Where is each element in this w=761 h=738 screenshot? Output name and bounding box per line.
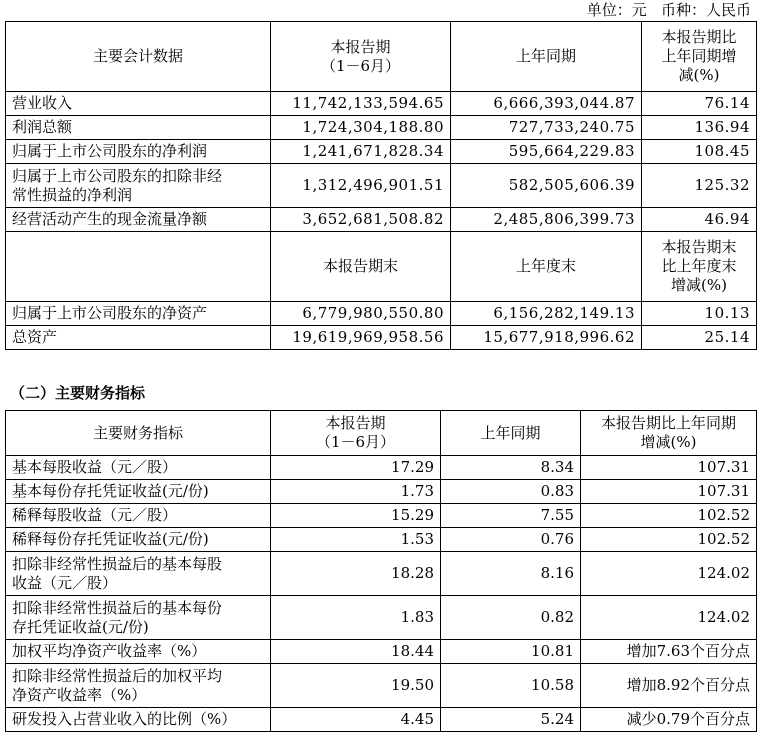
unit-currency-note: 单位：元 币种：人民币: [586, 1, 751, 19]
row-change: 46.94: [642, 208, 757, 232]
table-row: [6, 528, 757, 552]
row-label: 归属于上市公司股东的扣除非经 常性损益的净利润: [6, 164, 271, 208]
table-row: [6, 92, 757, 116]
table-row: [6, 302, 757, 326]
header-col-previous: 上年同期: [451, 22, 642, 92]
row-label: 营业收入: [6, 92, 271, 116]
row-current: 18.44: [271, 640, 441, 664]
row-label: 基本每份存托凭证收益(元/份): [6, 480, 271, 504]
row-change: 25.14: [642, 326, 757, 350]
table-row: [6, 596, 757, 640]
row-label: 研发投入占营业收入的比例（%）: [6, 708, 271, 732]
table-row: [6, 504, 757, 528]
section-title-financial-indicators: （二）主要财务指标: [10, 384, 146, 402]
key-financial-indicators-table: [5, 410, 757, 732]
row-current: 1,241,671,828.34: [271, 140, 451, 164]
subheader-col-change: 本报告期末 比上年度末 增减(%): [642, 232, 757, 302]
row-previous: 10.81: [441, 640, 581, 664]
row-label: 归属于上市公司股东的净资产: [6, 302, 271, 326]
row-change: 76.14: [642, 92, 757, 116]
table-row: [6, 664, 757, 708]
table-row: [6, 164, 757, 208]
table-header-row: [6, 22, 757, 92]
table-subheader-row: [6, 232, 757, 302]
row-previous: 8.34: [441, 456, 581, 480]
row-previous: 0.83: [441, 480, 581, 504]
table-row: [6, 326, 757, 350]
row-label: 稀释每股收益（元／股）: [6, 504, 271, 528]
table-row: [6, 552, 757, 596]
row-change: 124.02: [581, 596, 757, 640]
row-change: 136.94: [642, 116, 757, 140]
table-row: [6, 140, 757, 164]
row-previous: 727,733,240.75: [451, 116, 642, 140]
row-current: 18.28: [271, 552, 441, 596]
row-change: 102.52: [581, 504, 757, 528]
table-row: [6, 456, 757, 480]
row-label: 扣除非经常性损益后的基本每股 收益（元／股）: [6, 552, 271, 596]
row-previous: 8.16: [441, 552, 581, 596]
row-previous: 15,677,918,996.62: [451, 326, 642, 350]
row-label: 加权平均净资产收益率（%）: [6, 640, 271, 664]
row-previous: 6,156,282,149.13: [451, 302, 642, 326]
row-change: 增加8.92个百分点: [581, 664, 757, 708]
row-previous: 582,505,606.39: [451, 164, 642, 208]
table-row: [6, 480, 757, 504]
row-current: 1.53: [271, 528, 441, 552]
row-previous: 6,666,393,044.87: [451, 92, 642, 116]
row-label: 归属于上市公司股东的净利润: [6, 140, 271, 164]
table-row: [6, 116, 757, 140]
table-row: [6, 208, 757, 232]
row-current: 15.29: [271, 504, 441, 528]
row-current: 1,724,304,188.80: [271, 116, 451, 140]
header-col-change: 本报告期比上年同期 增减(%): [581, 411, 757, 456]
table-header-row: [6, 411, 757, 456]
table-row: [6, 640, 757, 664]
row-change: 108.45: [642, 140, 757, 164]
row-label: 稀释每份存托凭证收益(元/份): [6, 528, 271, 552]
subheader-col-item: [6, 232, 271, 302]
row-change: 10.13: [642, 302, 757, 326]
row-label: 扣除非经常性损益后的加权平均 净资产收益率（%）: [6, 664, 271, 708]
row-current: 19.50: [271, 664, 441, 708]
row-label: 总资产: [6, 326, 271, 350]
row-label: 基本每股收益（元／股）: [6, 456, 271, 480]
header-col-change: 本报告期比 上年同期增 减(%): [642, 22, 757, 92]
header-col-item: 主要会计数据: [6, 22, 271, 92]
row-previous: 0.76: [441, 528, 581, 552]
subheader-col-current: 本报告期末: [271, 232, 451, 302]
row-current: 4.45: [271, 708, 441, 732]
row-previous: 0.82: [441, 596, 581, 640]
row-current: 17.29: [271, 456, 441, 480]
row-label: 扣除非经常性损益后的基本每份 存托凭证收益(元/份): [6, 596, 271, 640]
table-row: [6, 708, 757, 732]
header-col-current: 本报告期 （1－6月）: [271, 411, 441, 456]
row-current: 19,619,969,958.56: [271, 326, 451, 350]
row-change: 107.31: [581, 480, 757, 504]
row-change: 124.02: [581, 552, 757, 596]
row-previous: 7.55: [441, 504, 581, 528]
row-current: 11,742,133,594.65: [271, 92, 451, 116]
row-current: 1.83: [271, 596, 441, 640]
row-label: 利润总额: [6, 116, 271, 140]
row-previous: 595,664,229.83: [451, 140, 642, 164]
subheader-col-previous: 上年度末: [451, 232, 642, 302]
key-accounting-data-table: [5, 21, 757, 350]
header-col-current: 本报告期 （1－6月）: [271, 22, 451, 92]
row-previous: 10.58: [441, 664, 581, 708]
row-current: 6,779,980,550.80: [271, 302, 451, 326]
row-change: 减少0.79个百分点: [581, 708, 757, 732]
header-col-previous: 上年同期: [441, 411, 581, 456]
header-col-item: 主要财务指标: [6, 411, 271, 456]
row-current: 1,312,496,901.51: [271, 164, 451, 208]
row-previous: 5.24: [441, 708, 581, 732]
row-current: 1.73: [271, 480, 441, 504]
row-change: 102.52: [581, 528, 757, 552]
row-change: 增加7.63个百分点: [581, 640, 757, 664]
row-current: 3,652,681,508.82: [271, 208, 451, 232]
row-previous: 2,485,806,399.73: [451, 208, 642, 232]
row-change: 125.32: [642, 164, 757, 208]
row-change: 107.31: [581, 456, 757, 480]
row-label: 经营活动产生的现金流量净额: [6, 208, 271, 232]
